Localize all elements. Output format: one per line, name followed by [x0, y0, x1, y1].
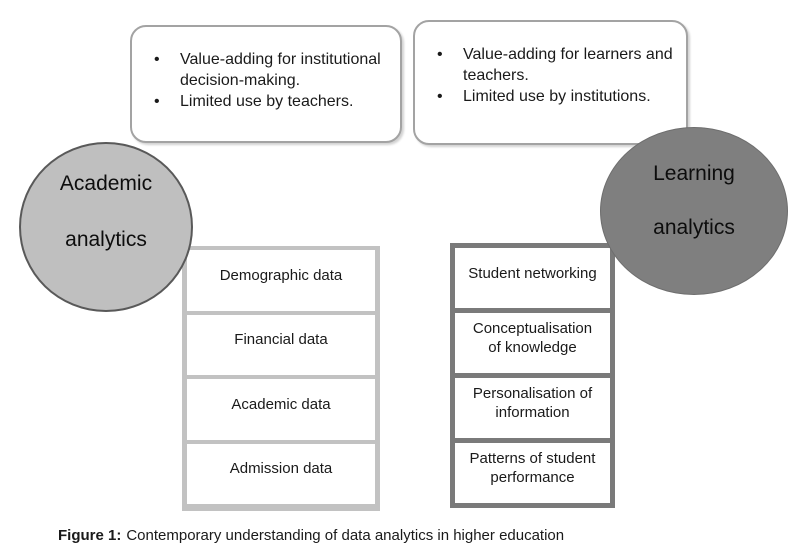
learning-data-column	[450, 243, 615, 508]
academic-bullet-text: Limited use by teachers.	[180, 93, 354, 110]
circle-label: analytics	[65, 228, 147, 251]
academic-analytics-circle	[19, 142, 193, 312]
learning-bullet-list	[415, 22, 686, 107]
learning-callout-box	[413, 20, 688, 145]
data-cell-student-networking: Student networking	[455, 248, 610, 308]
bullet-icon: •	[437, 46, 443, 63]
learning-bullet-text: Value-adding for learners and teachers.	[463, 46, 673, 84]
bullet-icon: •	[154, 93, 160, 110]
learning-analytics-circle	[600, 127, 788, 295]
data-cell-financial: Financial data	[187, 315, 375, 376]
list-item	[154, 91, 392, 112]
data-cell-patterns: Patterns of student performance	[455, 443, 610, 503]
list-item	[154, 49, 392, 91]
data-cell-admission: Admission data	[187, 444, 375, 505]
data-cell-personalisation: Personalisation of information	[455, 378, 610, 438]
figure-caption-label: Figure 1:	[58, 527, 122, 544]
list-item	[437, 44, 678, 86]
learning-bullet-text: Limited use by institutions.	[463, 88, 651, 105]
bullet-icon: •	[154, 51, 160, 68]
academic-bullet-list	[132, 27, 400, 112]
figure-caption	[58, 527, 564, 544]
circle-label: Learning	[653, 162, 735, 185]
circle-label: analytics	[653, 216, 735, 239]
data-cell-conceptualisation: Conceptualisation of knowledge	[455, 313, 610, 373]
list-item	[437, 86, 678, 107]
academic-data-column	[182, 246, 380, 511]
data-cell-academic: Academic data	[187, 379, 375, 440]
bullet-icon: •	[437, 88, 443, 105]
data-cell-demographic: Demographic data	[187, 250, 375, 311]
academic-callout-box	[130, 25, 402, 143]
circle-label: Academic	[59, 172, 153, 195]
figure-caption-text: Contemporary understanding of data analytics in higher education	[126, 527, 565, 544]
academic-bullet-text: Value-adding for institutional decision-making.	[180, 51, 381, 89]
